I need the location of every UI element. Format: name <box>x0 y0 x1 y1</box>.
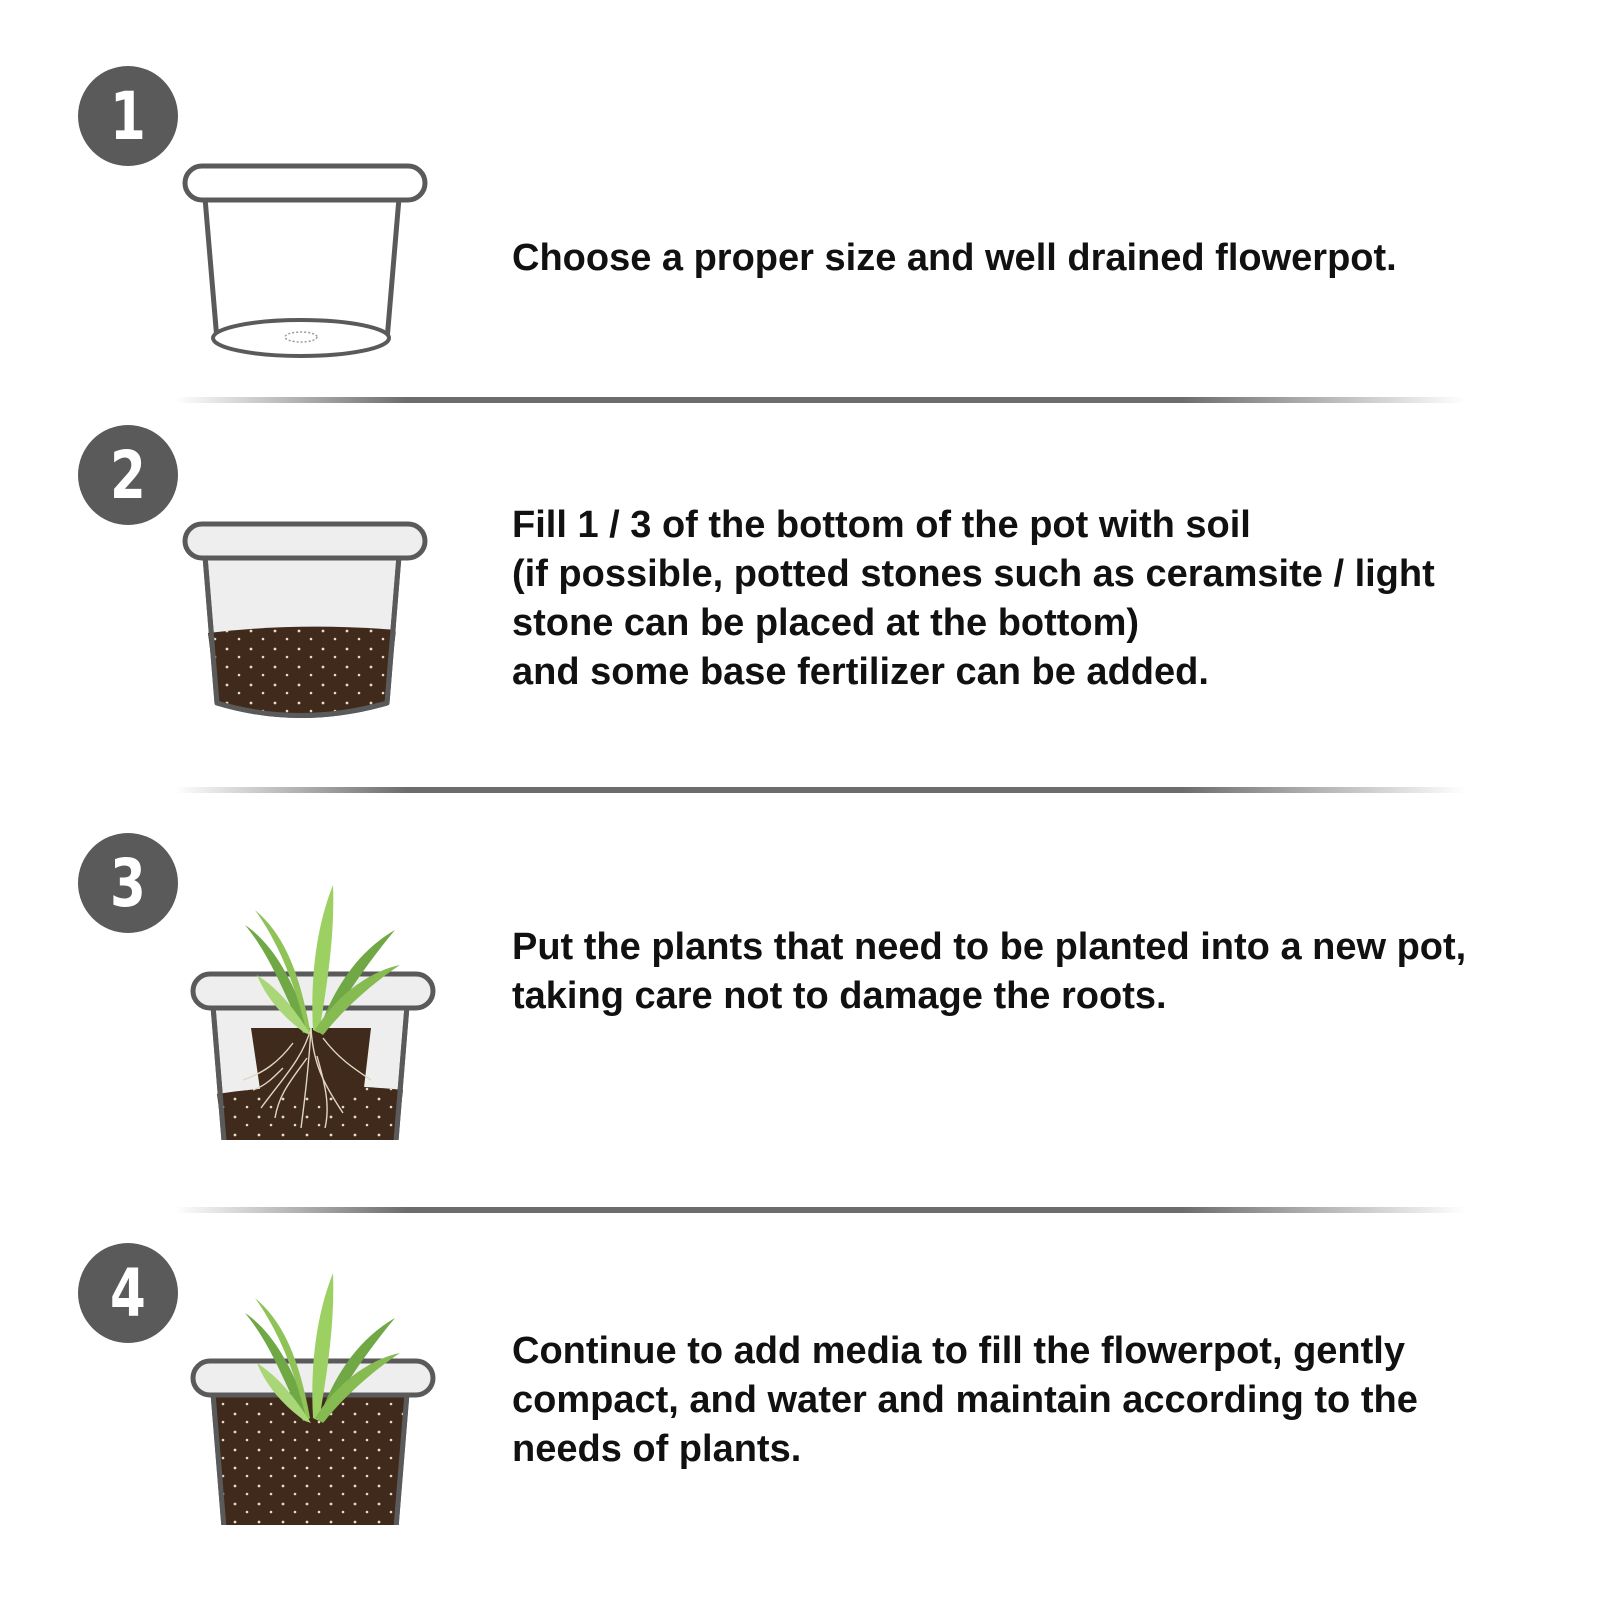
step-4 <box>0 1210 1600 1600</box>
step-number-badge: 3 <box>78 833 178 933</box>
step-2 <box>0 400 1600 790</box>
step-number-badge: 2 <box>78 425 178 525</box>
step-number-badge: 1 <box>78 66 178 166</box>
step-instruction: Continue to add media to fill the flowerpot, gently compact, and water and maintain according to the needs of plants. <box>512 1330 1418 1470</box>
pot-with-soil-icon <box>175 518 445 738</box>
step-instruction: Put the plants that need to be planted into a new pot, taking care not to damage the roots. <box>512 926 1467 1017</box>
step-instruction: Choose a proper size and well drained flowerpot. <box>512 237 1397 279</box>
step-number-badge: 4 <box>78 1243 178 1343</box>
pot-with-plant-icon <box>175 870 455 1140</box>
empty-pot-icon <box>175 160 445 370</box>
step-3 <box>0 790 1600 1210</box>
step-1 <box>0 0 1600 400</box>
step-instruction: Fill 1 / 3 of the bottom of the pot with soil (if possible, potted stones such as ceramsite / light stone can be placed at the bottom) and some base fertilizer can be added. <box>512 504 1435 693</box>
filled-pot-with-plant-icon <box>175 1255 455 1525</box>
